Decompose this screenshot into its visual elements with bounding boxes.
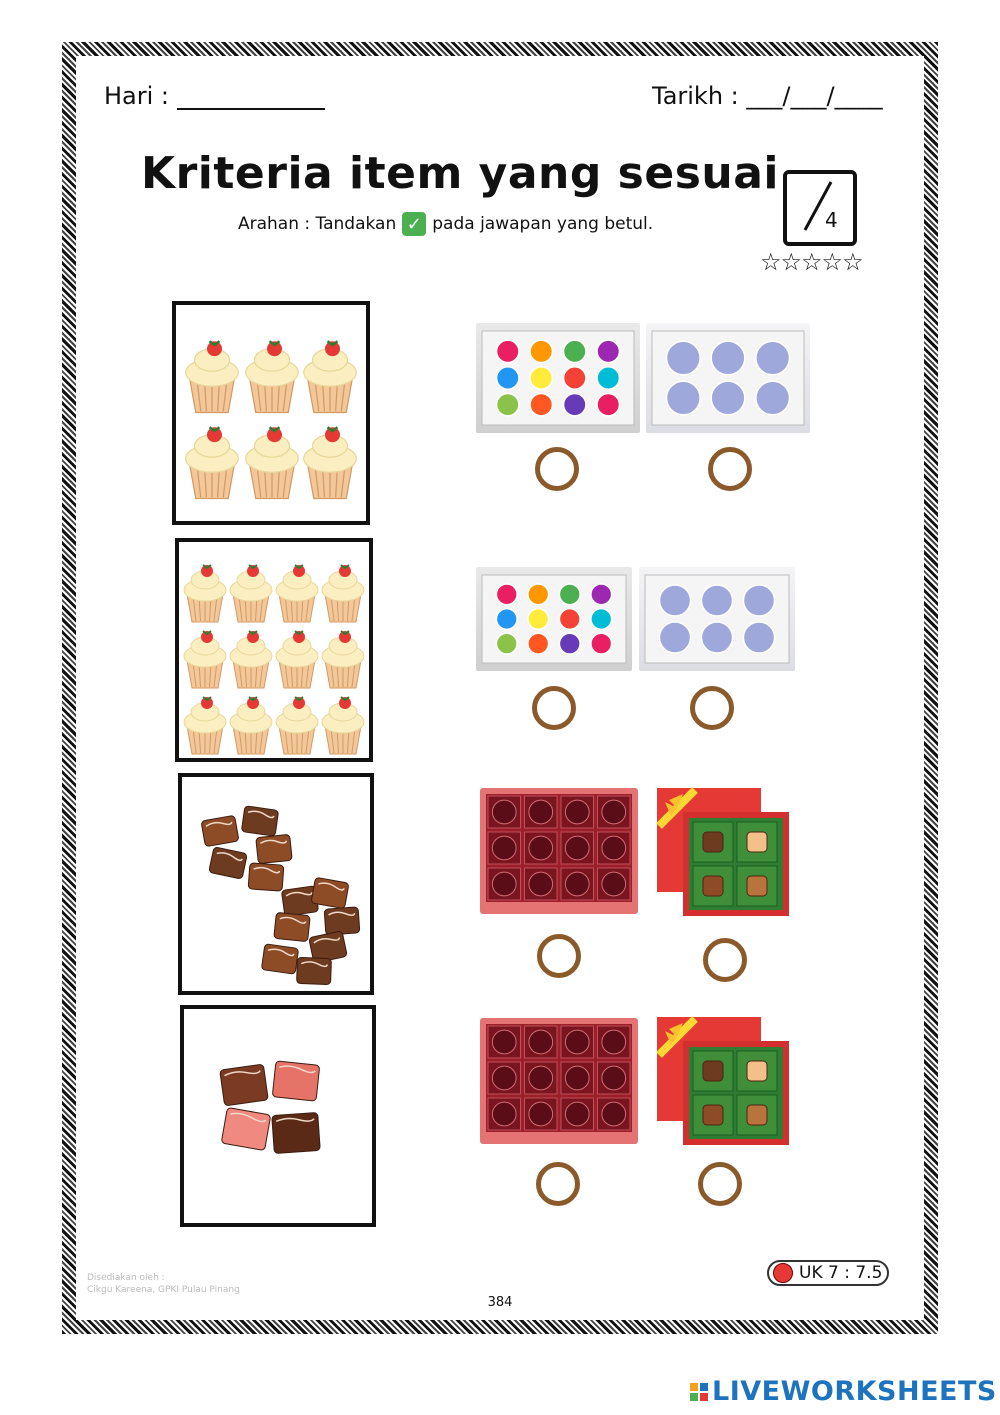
credit-line-2: Cikgu Kareena, GPKI Pulau Pinang <box>87 1285 240 1295</box>
chocolate-pile-4-icon <box>184 1009 372 1223</box>
question-1-option-2-answer-circle[interactable] <box>708 447 752 491</box>
box-6-cupcakes-icon <box>646 323 810 433</box>
chocolate-box-12-icon <box>478 1016 640 1146</box>
instruction-suffix: pada jawapan yang betul. <box>432 214 654 234</box>
question-1-option-1-answer-circle[interactable] <box>535 447 579 491</box>
box-12-cupcakes-icon <box>476 323 640 433</box>
question-4-option-2-answer-circle[interactable] <box>698 1162 742 1206</box>
box-6-cupcakes-icon <box>639 567 795 671</box>
chocolate-gift-box-4-icon <box>655 1015 791 1147</box>
question-4-option-1-answer-circle[interactable] <box>536 1162 580 1206</box>
chocolate-gift-box-4-icon <box>655 786 791 918</box>
page-title: Kriteria item yang sesuai <box>141 148 779 199</box>
red-dot-icon <box>773 1263 793 1283</box>
credit <box>87 1272 240 1296</box>
date-label: Tarikh : <box>652 82 739 110</box>
score-slash-icon <box>787 174 853 242</box>
question-3-option-1-answer-circle[interactable] <box>537 934 581 978</box>
curriculum-badge <box>767 1260 889 1286</box>
checkmark-icon: ✓ <box>402 212 426 236</box>
question-3-option-2-image[interactable] <box>655 786 791 918</box>
question-3-item-image <box>178 773 374 995</box>
chocolate-pile-12-icon <box>182 777 370 991</box>
question-3-option-2-answer-circle[interactable] <box>703 938 747 982</box>
instruction <box>238 212 653 236</box>
score-denominator: 4 <box>825 208 838 232</box>
question-4-option-1-image[interactable] <box>478 1016 640 1146</box>
day-blank[interactable] <box>177 86 325 110</box>
chocolate-box-12-icon <box>478 786 640 916</box>
question-2-option-2-image[interactable] <box>639 567 795 671</box>
page-number: 384 <box>487 1295 513 1310</box>
question-4-option-2-image[interactable] <box>655 1015 791 1147</box>
liveworksheets-logo[interactable] <box>690 1376 997 1407</box>
credit-line-1: Disediakan oleh : <box>87 1273 165 1283</box>
date-blank[interactable]: ___/___/____ <box>746 82 883 110</box>
liveworksheets-logo-icon <box>690 1383 708 1401</box>
question-2-item-image <box>175 538 373 762</box>
date-field <box>652 82 883 110</box>
cupcake-group-12-icon <box>179 542 369 758</box>
instruction-prefix: Arahan : Tandakan <box>238 214 397 234</box>
question-4-item-image <box>180 1005 376 1227</box>
question-3-option-1-image[interactable] <box>478 786 640 916</box>
brand-name: LIVEWORKSHEETS <box>712 1376 997 1407</box>
day-label: Hari : <box>104 82 170 110</box>
question-1-item-image <box>172 301 370 525</box>
day-field <box>104 82 325 110</box>
score-box <box>783 170 857 246</box>
question-1-option-1-image[interactable] <box>476 323 640 433</box>
question-2-option-1-image[interactable] <box>476 567 632 671</box>
question-2-option-1-answer-circle[interactable] <box>532 686 576 730</box>
cupcake-group-6-icon <box>176 305 366 521</box>
badge-label: UK 7 : 7.5 <box>799 1263 883 1283</box>
question-1-option-2-image[interactable] <box>646 323 810 433</box>
star-rating: ☆☆☆☆☆ <box>760 248 863 276</box>
question-2-option-2-answer-circle[interactable] <box>690 686 734 730</box>
box-12-cupcakes-icon <box>476 567 632 671</box>
